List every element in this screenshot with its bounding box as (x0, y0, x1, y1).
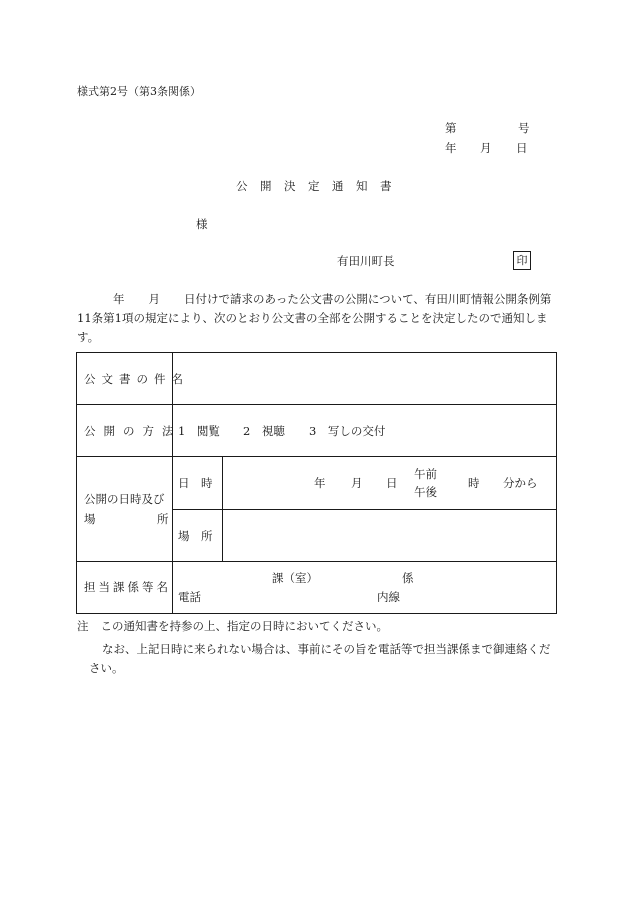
extension-label: 内線 (377, 590, 400, 604)
notice-body (77, 290, 553, 347)
note-1 (77, 621, 388, 633)
am-label: 午前 (414, 467, 437, 481)
body-year: 年 (113, 292, 125, 306)
recipient-honorific: 様 (196, 217, 208, 231)
datetime-sub-label: 日 時 (178, 476, 213, 490)
method-2: 2 視聴 (243, 424, 285, 438)
place-sub-label: 場 所 (178, 529, 213, 543)
issuer-name: 有田川町長 (337, 254, 395, 268)
document-title: 公開決定通知書 (236, 179, 404, 193)
datetime-year: 年 (314, 476, 326, 490)
note-label: 注 (77, 619, 89, 633)
form-number: 様式第2号（第3条関係） (77, 85, 201, 98)
method-label: 公開の方法 (84, 424, 182, 438)
datetime-month: 月 (351, 476, 363, 490)
datetime-place-label-place-b: 所 (157, 512, 169, 526)
contact-label: 担当課係等名 (84, 580, 171, 594)
section-label: 係 (402, 571, 414, 585)
note-2: なお、上記日時に来られない場合は、事前にその旨を電話等で担当課係まで御連絡ください。 (89, 642, 551, 675)
phone-label: 電話 (178, 590, 201, 604)
doc-no-suffix: 号 (518, 121, 530, 135)
pm-label: 午後 (414, 485, 437, 499)
dept-label: 課（室） (272, 571, 318, 585)
subject-label: 公文書の件名 (84, 372, 189, 386)
doc-no-prefix: 第 (445, 121, 457, 135)
datetime-day: 日 (386, 476, 398, 490)
minute-from-label: 分から (503, 476, 538, 490)
hour-label: 時 (468, 476, 480, 490)
date-day: 日 (516, 141, 528, 155)
notice-table (76, 352, 557, 614)
date-month: 月 (480, 141, 492, 155)
method-3: 3 写しの交付 (309, 424, 386, 438)
seal-stamp: 印 (513, 251, 531, 270)
body-month: 月 (148, 292, 160, 306)
body-text: 日付けで請求のあった公文書の公開について、有田川町情報公開条例第11条第1項の規定により、次のとおり公文書の全部を公開することを決定したので通知します。 (77, 292, 552, 344)
note-1-text: この通知書を持参の上、指定の日時においてください。 (100, 619, 388, 633)
datetime-place-label-place-a: 場 (84, 512, 96, 526)
date-year: 年 (445, 141, 457, 155)
method-1: 1 閲覧 (178, 424, 220, 438)
datetime-place-label: 公開の日時及び (84, 492, 165, 506)
